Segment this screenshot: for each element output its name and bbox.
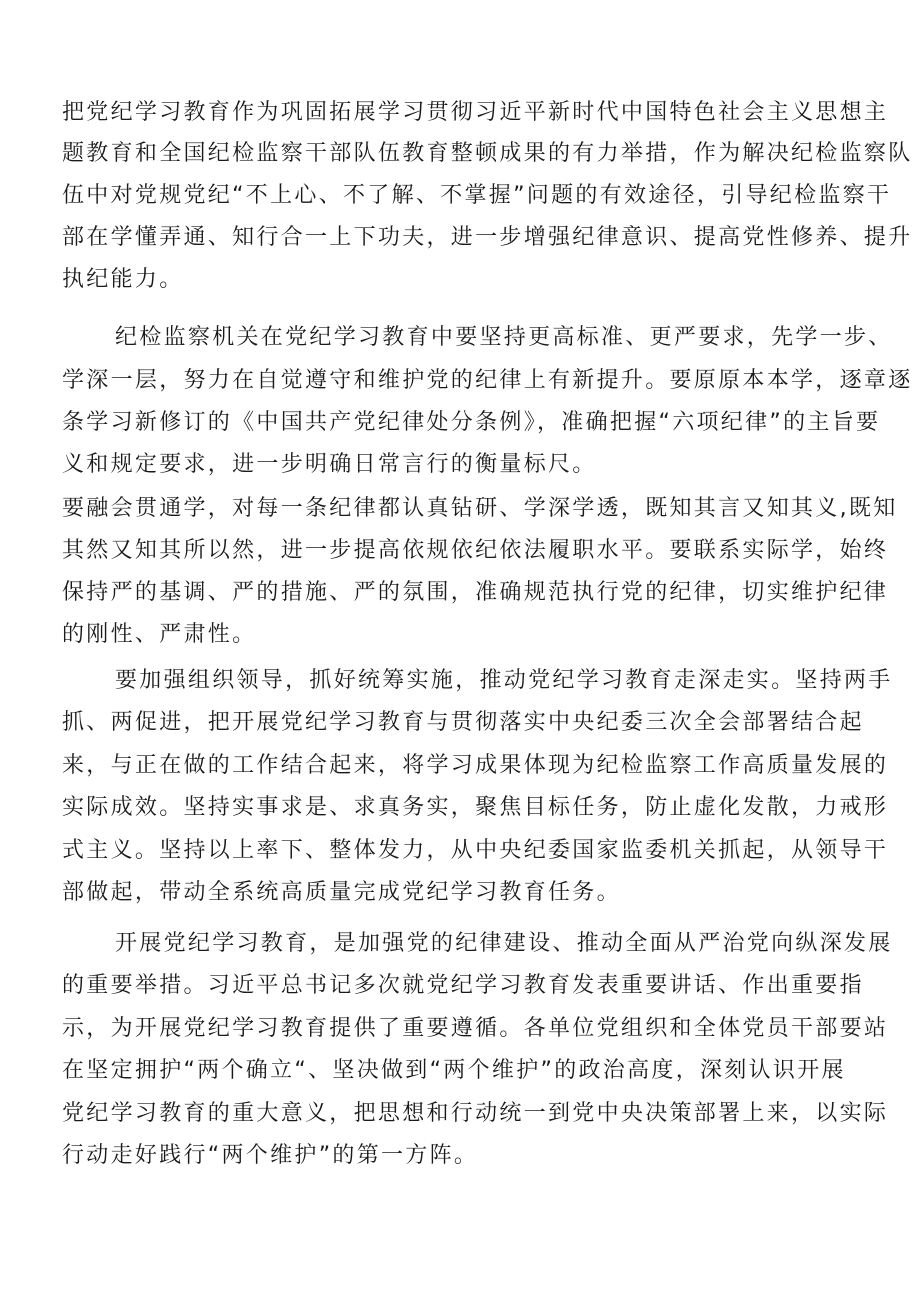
text-line: 学深一层，努力在自觉遵守和维护党的纪律上有新提升。要原原本本学，逐章逐 — [62, 368, 913, 393]
text-line: 部做起，带动全系统高质量完成党纪学习教育任务。 — [62, 880, 621, 905]
text-line: 开展党纪学习教育，是加强党的纪律建设、推动全面从严治党向纵深发展 — [115, 931, 893, 956]
text-line: 要加强组织领导，抓好统筹实施，推动党纪学习教育走深走实。坚持两手 — [115, 668, 893, 693]
text-line: 伍中对党规党纪“不上心、不了解、不掌握”问题的有效途径，引导纪检监察干 — [62, 183, 892, 208]
text-line: 的刚性、严肃性。 — [62, 622, 257, 647]
text-line: 示，为开展党纪学习教育提供了重要遵循。各单位党组织和全体党员干部要站 — [62, 1016, 889, 1041]
text-line: 实际成效。坚持实事求是、求真务实，聚焦目标任务，防止虚化发散，力戒形 — [62, 795, 889, 820]
text-line: 抓、两促进，把开展党纪学习教育与贯彻落实中央纪委三次全会部署结合起 — [62, 710, 864, 735]
text-line: 式主义。坚持以上率下、整体发力，从中央纪委国家监委机关抓起，从领导干 — [62, 838, 889, 863]
text-line: 行动走好践行“两个维护”的第一方阵。 — [62, 1143, 479, 1168]
text-line: 条学习新修订的《中国共产党纪律处分条例》，准确把握“六项纪律”的主旨要 — [62, 410, 881, 435]
text-line: 的重要举措。习近平总书记多次就党纪学习教育发表重要讲话、作出重要指 — [62, 973, 864, 998]
text-line: 题教育和全国纪检监察干部队伍教育整顿成果的有力举措，作为解决纪检监察队 — [62, 141, 913, 166]
text-line: 部在学懂弄通、知行合一上下功夫，进一步增强纪律意识、提高党性修养、提升 — [62, 225, 913, 250]
text-line: 执纪能力。 — [62, 267, 184, 292]
text-line: 党纪学习教育的重大意义，把思想和行动统一到党中央决策部署上来，以实际 — [62, 1101, 889, 1126]
text-line: 要融会贯通学，对每一条纪律都认真钻研、学深学透，既知其言又知其义,既知 — [62, 496, 898, 521]
text-line: 在坚定拥护“两个确立“、坚决做到“两个维护”的政治高度，深刻认识开展 — [62, 1058, 846, 1083]
text-line: 来，与正在做的工作结合起来，将学习成果体现为纪检监察工作高质量发展的 — [62, 753, 889, 778]
text-line: 保持严的基调、严的措施、严的氛围，准确规范执行党的纪律，切实维护纪律 — [62, 580, 889, 605]
text-line: 把党纪学习教育作为巩固拓展学习贯彻习近平新时代中国特色社会主义思想主 — [62, 100, 889, 125]
text-line: 义和规定要求，进一步明确日常言行的衡量标尺。 — [62, 452, 597, 477]
text-line: 其然又知其所以然，进一步提高依规依纪依法履职水平。要联系实际学，始终 — [62, 538, 889, 563]
text-line: 纪检监察机关在党纪学习教育中要坚持更高标准、更严要求，先学一步、 — [115, 325, 893, 350]
